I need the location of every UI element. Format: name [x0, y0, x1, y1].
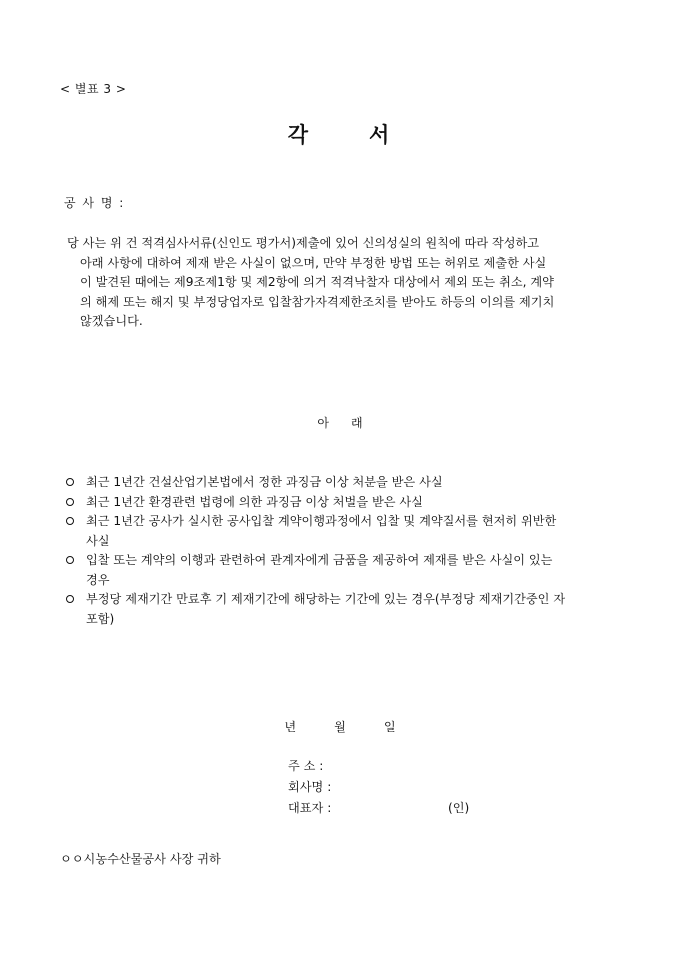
- list-item-text: 최근 1년간 환경관련 법령에 의한 과징금 이상 처벌을 받은 사실: [86, 494, 423, 509]
- address-label: 주 소 :: [288, 759, 324, 773]
- list-item: [66, 590, 626, 629]
- pledge-line: 아래 사항에 대하여 제재 받은 사실이 없으며, 만약 부정한 방법 또는 허위로 제출한 사실: [80, 255, 547, 270]
- list-item-text: 최근 1년간 공사가 실시한 공사입찰 계약이행과정에서 입찰 및 계약질서를 현저히 위반한: [86, 514, 557, 528]
- date-line: [0, 718, 680, 735]
- list-item-text: 부정당 제재기간 만료후 기 제재기간에 해당하는 기간에 있는 경우(부정당 제재기간중인 자: [86, 592, 566, 606]
- title-char-2: 서: [369, 123, 393, 147]
- list-item-text: 입찰 또는 계약의 이행과 관련하여 관계자에게 금품을 제공하여 제재를 받은 사실이 있는: [86, 553, 553, 567]
- pledge-paragraph: [67, 234, 620, 332]
- representative-label: 대표자 :: [288, 801, 332, 815]
- representative-row: [288, 798, 470, 819]
- addressee: ㅇㅇ시농수산물공사 사장 귀하: [60, 852, 221, 866]
- pledge-line: 않겠습니다.: [80, 314, 143, 328]
- list-item-text-cont: 사실: [86, 533, 110, 548]
- sanction-list: [66, 473, 626, 629]
- document-title: [0, 119, 680, 149]
- circle-bullet-icon: [66, 595, 74, 603]
- pledge-line: 이 발견된 때에는 제9조제1항 및 제2항에 의거 적격낙찰자 대상에서 제외 또는 취소, 계약: [80, 275, 554, 289]
- company-label: 회사명 :: [288, 780, 332, 794]
- circle-bullet-icon: [66, 517, 74, 525]
- list-item-text: 최근 1년간 건설산업기본법에서 정한 과징금 이상 처분을 받은 사실: [86, 475, 443, 489]
- annex-label: < 별표 3 >: [60, 82, 127, 96]
- date-year: 년: [284, 720, 297, 734]
- title-char-1: 각: [287, 123, 311, 147]
- company-row: [288, 777, 346, 798]
- date-day: 일: [383, 720, 396, 734]
- list-item: [66, 512, 626, 551]
- date-month: 월: [334, 720, 346, 734]
- list-item: [66, 493, 626, 513]
- heading-char-1: 아: [317, 416, 329, 430]
- pledge-line: 당 사는 위 건 적격심사서류(신인도 평가서)제출에 있어 신의성실의 원칙에 따라 작성하고: [67, 236, 540, 250]
- section-heading: [0, 414, 680, 431]
- address-row: [288, 756, 346, 777]
- list-item: [66, 551, 626, 590]
- seal-mark: (인): [448, 801, 470, 815]
- circle-bullet-icon: [66, 556, 74, 564]
- pledge-line: 의 해제 또는 해지 및 부정당업자로 입찰참가자격제한조치를 받아도 하등의 이의를 제기치: [80, 294, 555, 309]
- list-item-text-cont: 경우: [86, 572, 110, 587]
- list-item: [66, 473, 626, 493]
- signatory-info: [288, 756, 470, 819]
- heading-char-2: 래: [351, 416, 363, 430]
- list-item-text-cont: 포함): [86, 611, 115, 626]
- circle-bullet-icon: [66, 478, 74, 486]
- project-name-label: 공 사 명 :: [64, 196, 125, 210]
- circle-bullet-icon: [66, 498, 74, 506]
